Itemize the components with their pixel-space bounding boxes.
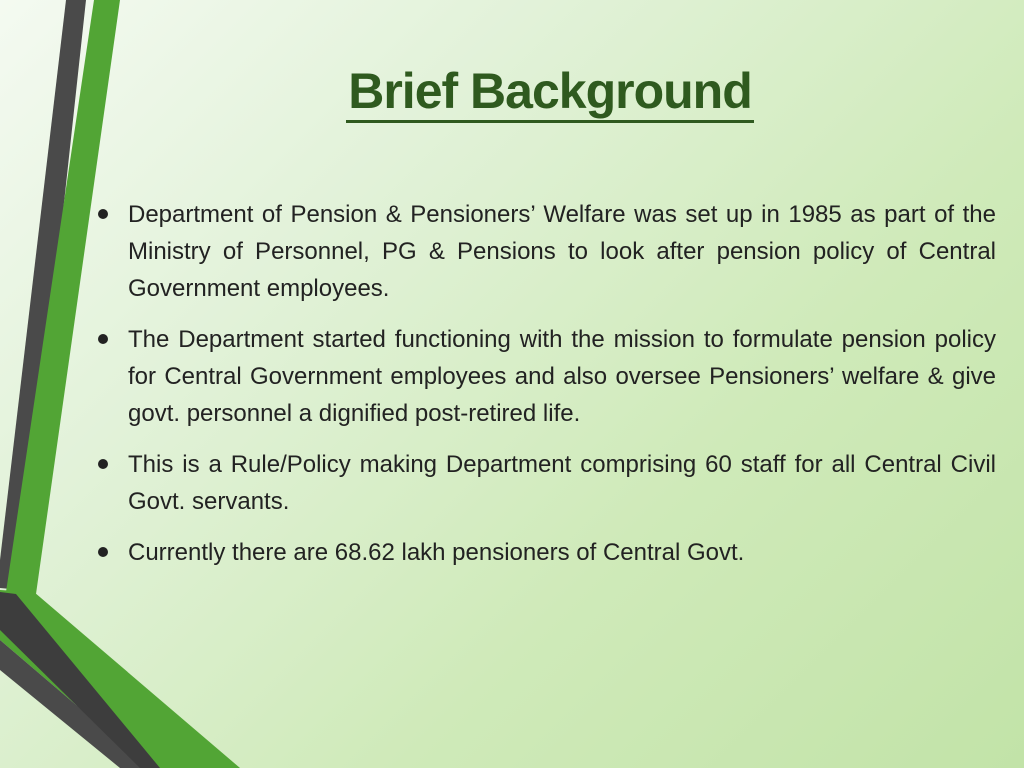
slide-title xyxy=(0,62,1024,123)
bullet-text: The Department started functioning with the mission to formulate pension policy for Central Government employees and also oversee Pensioners’ welfare & give govt. personnel a dignified post-retired life. xyxy=(128,326,996,427)
slide-title-text: Brief Background xyxy=(346,62,754,123)
bullet-dot-icon xyxy=(98,547,108,557)
bullet-dot-icon xyxy=(98,209,108,219)
bullet-text: Currently there are 68.62 lakh pensioners of Central Govt. xyxy=(128,539,745,566)
bullet-text: This is a Rule/Policy making Department comprising 60 staff for all Central Civil Govt. servants. xyxy=(128,451,996,515)
bullet-dot-icon xyxy=(98,334,108,344)
bullet-item xyxy=(96,321,996,432)
bullet-item xyxy=(96,446,996,520)
bullet-dot-icon xyxy=(98,459,108,469)
bullet-list xyxy=(96,196,996,585)
bullet-text: Department of Pension & Pensioners’ Welfare was set up in 1985 as part of the Ministry of Personnel, PG & Pensions to look after pension policy of Central Government employees. xyxy=(128,201,996,302)
bullet-item xyxy=(96,534,996,571)
bullet-item xyxy=(96,196,996,307)
